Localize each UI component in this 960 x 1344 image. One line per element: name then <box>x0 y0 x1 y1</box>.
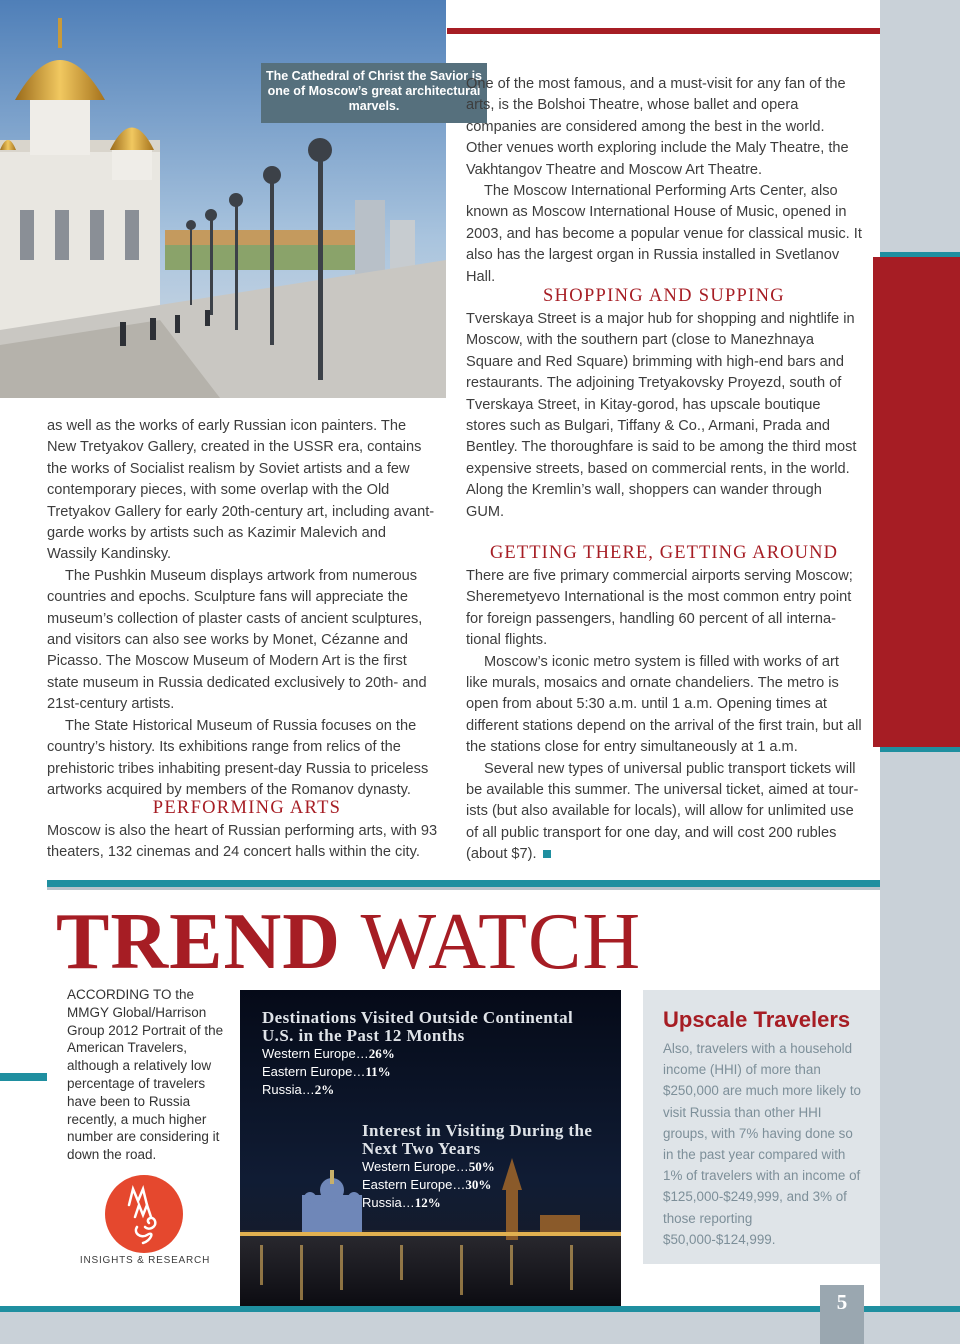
pushkin-paragraph: The Pushkin Museum displays artwork from numerous countries and epochs. Sculpture fans will appreciate the museum’s collection of plaster casts of ancient sculptures, and visitors can also see works by Monet, Cézanne and Picasso. The Moscow Museum of Modern Art is the first state museum in Russia dedicated exclusively to 20th- and 21st-century artists. <box>47 567 427 713</box>
trend-watch-title-light: WATCH <box>360 898 642 986</box>
photo-caption: The Cathedral of Christ the Savior is one of Moscow’s great architectural marvels. <box>261 63 487 123</box>
performing-arts-column <box>47 821 443 864</box>
footer-gray-band <box>0 1312 960 1344</box>
end-mark-icon <box>543 850 551 858</box>
left-column-top <box>47 416 437 801</box>
visited-item-label: Russia… <box>262 1082 315 1097</box>
visited-item-label: Western Europe… <box>262 1046 369 1061</box>
interest-item-label: Russia… <box>362 1195 415 1210</box>
cathedral-photo <box>0 0 446 398</box>
bolshoi-paragraph: One of the most famous, and a must-visit for any fan of the arts, is the Bolshoi Theatre, whose ballet and opera companies are considered among the best in the world. Other venues worth exploring include the Maly Theatre, the Vakhtangov Theatre and Moscow Art Theatre. <box>466 76 849 178</box>
shopping-paragraph: Tverskaya Street is a major hub for shopping and nightlife in Moscow, with the southern part (close to Manezhnaya Square and Red Square) brimming with high-end bars and restaurants. The adjoining Tretyakovsky Proyezd, south of Tverskaya Street, in Kitay-gorod, has upscale boutique stores such as Bulgari, Tiffany & Co., Armani, Prada and Bentley. The thoroughfare is said to be among the third most expensive streets, based on commercial rents, in the world. Along the Kremlin’s wall, shoppers can wander through GUM. <box>466 311 857 520</box>
mmgy-logo <box>105 1175 183 1253</box>
tretyakov-paragraph: as well as the works of early Russian icon painters. The New Tretyakov Gallery, created in the USSR era, contains the works of Socialist realism by Soviet artists and a few contemporary pieces, with some overlap with the Old Tretyakov Gallery for early 20th-century art, including avant-garde works by artists such as Kazimir Malevich and Wassily Kandinsky. <box>47 418 435 563</box>
visited-item <box>262 1045 602 1063</box>
mmgy-logo-mark-icon <box>105 1175 183 1253</box>
performing-arts-heading: PERFORMING ARTS <box>152 798 342 818</box>
upscale-travelers-title: Upscale Travelers <box>663 1007 851 1032</box>
visited-item <box>262 1063 602 1081</box>
airports-paragraph: There are five primary commercial airports serving Moscow; Sheremetyevo International is the most common entry point for foreign passengers, handling 60 percent of all interna-tional flights. <box>466 568 853 649</box>
getting-around-heading: GETTING THERE, GETTING AROUND <box>489 543 839 563</box>
interest-item <box>362 1158 612 1176</box>
interest-heading: Interest in Visiting During the Next Two Years <box>362 1121 593 1158</box>
performing-arts-paragraph: Moscow is also the heart of Russian performing arts, with 93 theaters, 132 cinemas and 24 concert halls within the city. <box>47 823 438 861</box>
visited-item-label: Eastern Europe… <box>262 1064 366 1079</box>
interest-item-label: Western Europe… <box>362 1159 469 1174</box>
interest-item-value: 12% <box>414 1195 441 1210</box>
interest-visiting-block <box>362 1122 612 1212</box>
upscale-travelers-body: Also, travelers with a household income (HHI) of more than $250,000 are much more likely to visit Russia than other HHI groups, with 7% having done so in the past year compared with 1% of travelers with an income of $125,000-$249,999, and 3% of those reporting $50,000-$124,999. <box>663 1041 861 1247</box>
trend-watch-teal-rule <box>47 880 880 887</box>
right-teal-stripe-mid <box>880 747 960 752</box>
shopping-heading: SHOPPING AND SUPPING <box>543 286 785 306</box>
interest-item <box>362 1176 612 1194</box>
historical-museum-paragraph: The State Historical Museum of Russia focuses on the country’s history. Its exhibitions range from relics of the prehistoric tribes inhabiting present-day Russia to priceless artworks acquired by members of the Romanov dynasty. <box>47 717 429 798</box>
right-column-top <box>466 74 862 288</box>
logo-label: INSIGHTS & RESEARCH <box>79 1255 211 1266</box>
trend-watch-title-bold: TREND <box>56 898 342 986</box>
trend-watch-title <box>56 900 641 984</box>
left-teal-bar <box>0 1073 47 1081</box>
top-red-rule <box>447 28 880 34</box>
house-of-music-paragraph: The Moscow International Performing Arts Center, also known as Moscow International House of Music, opened in 2003, and has become a popular venue for classical music. It also has the largest organ in Russia installed in Svetlanov Hall. <box>466 183 862 285</box>
right-red-band <box>880 257 960 747</box>
visited-item-value: 11% <box>365 1064 391 1079</box>
shopping-column <box>466 309 862 523</box>
trend-watch-intro: ACCORDING TO the MMGY Global/Harrison Group 2012 Portrait of the American Travelers, although a relatively low percentage of travelers have been to Russia recently, a much higher number are considering it down the road. <box>67 987 224 1163</box>
cathedral-photo-illustration <box>0 0 446 398</box>
interest-item <box>362 1194 612 1212</box>
visited-item-value: 26% <box>368 1046 395 1061</box>
trend-watch-gray-rule <box>47 887 880 890</box>
interest-item-label: Eastern Europe… <box>362 1177 466 1192</box>
visited-item-value: 2% <box>314 1082 335 1097</box>
metro-paragraph: Moscow’s iconic metro system is filled with works of art like murals, mosaics and ornate chandeliers. The metro is open from about 5:30 a.m. until 1 a.m. Opening times at different stations depend on the arrival of the first train, but all the stations close for entry simultaneously at 1 a.m. <box>466 653 862 756</box>
interest-item-value: 50% <box>468 1159 495 1174</box>
getting-around-column <box>466 566 862 866</box>
visited-heading: Destinations Visited Outside Continental U.S. in the Past 12 Months <box>262 1008 574 1045</box>
tickets-paragraph <box>466 759 862 866</box>
visited-destinations-block <box>262 1009 602 1099</box>
page-number: 5 <box>836 1290 848 1314</box>
interest-item-value: 30% <box>465 1177 492 1192</box>
tickets-text: Several new types of universal public transport tickets will be available this summer. The universal ticket, aimed at tour-ists (but also available for locals), will allow for unlimited use of all public transport for one day, and will cost 200 rubles (about $7). <box>466 760 859 863</box>
right-red-band-edge <box>873 257 880 747</box>
visited-item <box>262 1081 602 1099</box>
